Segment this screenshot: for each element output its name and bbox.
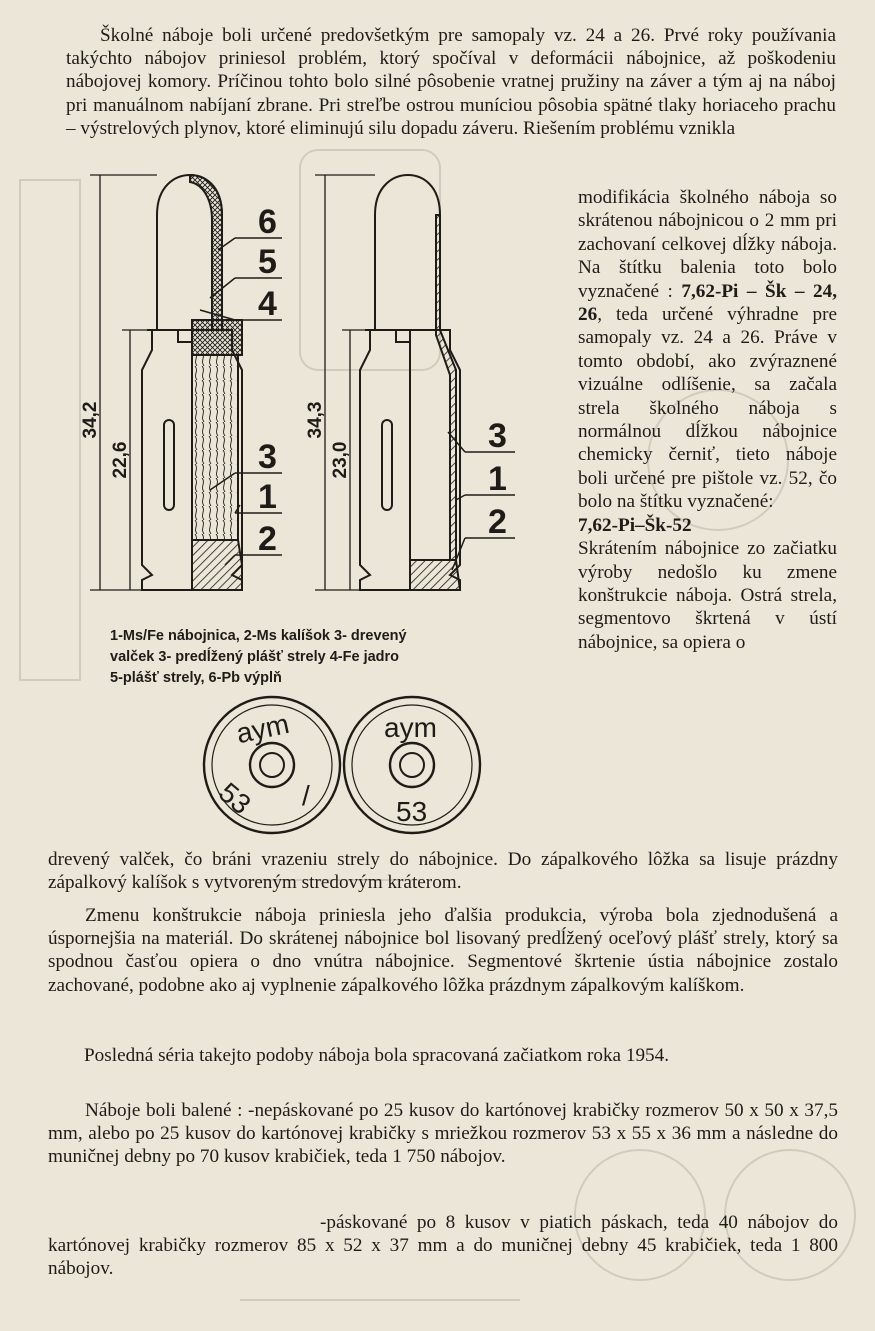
headstamp-figure bbox=[200, 690, 490, 840]
paragraph-last-series: Posledná séria takejto podoby náboja bola spracovaná začiatkom roka 1954. bbox=[84, 1045, 670, 1066]
paragraph-packaging-clipped: -páskované po 8 kusov v piatich páskach, teda 40 nábojov do kartónovej krabičky rozmerov 85 x 52 x 37 mm a do muničnej debny 45 krabičiek, teda 1 800 nábojov. bbox=[48, 1212, 838, 1280]
cartridge-left-drawing bbox=[142, 175, 242, 590]
headstamp-left-maker: aym bbox=[233, 707, 292, 750]
paragraph-design-change: Zmenu konštrukcie náboja priniesla jeho ďalšia produkcia, výroba bola zjednodušená a úspornejšia na materiál. Do skrátenej nábojnice bol lisovaný predĺžený oceľový plášť strely, ktorý sa spodnou časťou opiera o dno vnútra nábojnice. Segmentové škrtenie ústia nábojnice zostalo zachované, podobne ako aj vyplnenie zápalkového lôžka prázdnym zápalkovým kalíškom. bbox=[48, 905, 838, 996]
part-label-4: 4 bbox=[258, 285, 277, 323]
paragraph-packaging-loose: Náboje boli balené : -nepáskované po 25 kusov do kartónovej krabičky rozmerov 50 x 50 x 37,5 mm, alebo po 25 kusov do kartónovej krabičky s mriežkou rozmerov 53 x 55 x 36 mm a následne do muničnej debny po 70 kusov krabičiek, teda 1 750 nábojov. bbox=[48, 1100, 838, 1168]
dim-left-total: 34,2 bbox=[80, 401, 101, 439]
package-label-code-1: 7,62-Pi – Šk – 24, 26 bbox=[578, 280, 837, 326]
side-column-text bbox=[578, 186, 837, 654]
package-label-code-2: 7,62-Pi–Šk-52 bbox=[578, 514, 692, 536]
part-label-3: 3 bbox=[258, 438, 277, 476]
side-text-b: , teda určené výhradne pre samopaly vz. 24 a 26. Práve v tomto období, ako zvýraznené vizuálne odlíšenie, sa začala strela školného náboja s normálnou dĺžkou nábojnice chemicky černiť, tieto náboje boli určené pre pištole vz. 52, čo bolo na štítku vyznačené: bbox=[578, 304, 837, 513]
cartridge-cross-section-figure bbox=[60, 170, 580, 630]
headstamp-right-year: 53 bbox=[396, 796, 428, 827]
part-label-right-1: 1 bbox=[488, 460, 507, 498]
part-label-right-2: 2 bbox=[488, 503, 507, 541]
cartridge-right-drawing bbox=[360, 175, 460, 590]
headstamp-right-maker: aym bbox=[384, 712, 437, 743]
part-label-1: 1 bbox=[258, 478, 277, 516]
side-text-c: Skrátením nábojnice zo začiatku výroby nedošlo ku zmene konštrukcie náboja. Ostrá strela, segmentovo škrtená v ústí nábojnice, sa opiera o bbox=[578, 538, 837, 653]
headstamp-left-mark: / bbox=[302, 780, 310, 811]
headstamp-left bbox=[204, 697, 340, 833]
intro-paragraph: Školné náboje boli určené predovšetkým pre samopaly vz. 24 a 26. Prvé roky používania takýchto nábojov priniesol problém, ktorý spočíval v deformácii nábojnice, až poškodeniu nábojovej komory. Príčinou tohto bolo silné pôsobenie vratnej pružiny na záver a tým aj na náboj pri manuálnom nabíjaní zbrane. Pri streľbe ostrou muníciou pôsobia spätné tlaky horiaceho prachu – výstrelových plynov, ktoré eliminujú silu dopadu záveru. Riešením problému vznikla bbox=[66, 25, 836, 139]
paragraph-primer: drevený valček, čo bráni vrazeniu strely do nábojnice. Do zápalkového lôžka sa lisuje prázdny zápalkový kalíšok s vytvoreným stredovým kráterom. bbox=[48, 849, 838, 894]
part-label-right-3: 3 bbox=[488, 417, 507, 455]
dim-left-case: 22,6 bbox=[110, 441, 131, 479]
headstamp-left-year: 53 bbox=[212, 776, 257, 821]
caption-line-3: 5-plášť strely, 6-Pb výplň bbox=[110, 670, 282, 686]
figure-caption bbox=[110, 626, 490, 689]
side-text-a: modifikácia školného náboja so skrátenou nábojnicou o 2 mm pri zachovaní celkovej dĺžky náboja. Na štítku balenia toto bolo vyznačené : bbox=[578, 187, 837, 302]
part-label-5: 5 bbox=[258, 243, 277, 281]
part-label-2: 2 bbox=[258, 520, 277, 558]
part-label-6: 6 bbox=[258, 203, 277, 241]
headstamp-right bbox=[344, 697, 480, 833]
dim-right-case: 23,0 bbox=[330, 441, 351, 479]
caption-line-1: 1-Ms/Fe nábojnica, 2-Ms kalíšok 3- drevený bbox=[110, 628, 407, 644]
dim-right-total: 34,3 bbox=[305, 401, 326, 439]
caption-line-2: valček 3- predĺžený plášť strely 4-Fe jadro bbox=[110, 649, 400, 665]
